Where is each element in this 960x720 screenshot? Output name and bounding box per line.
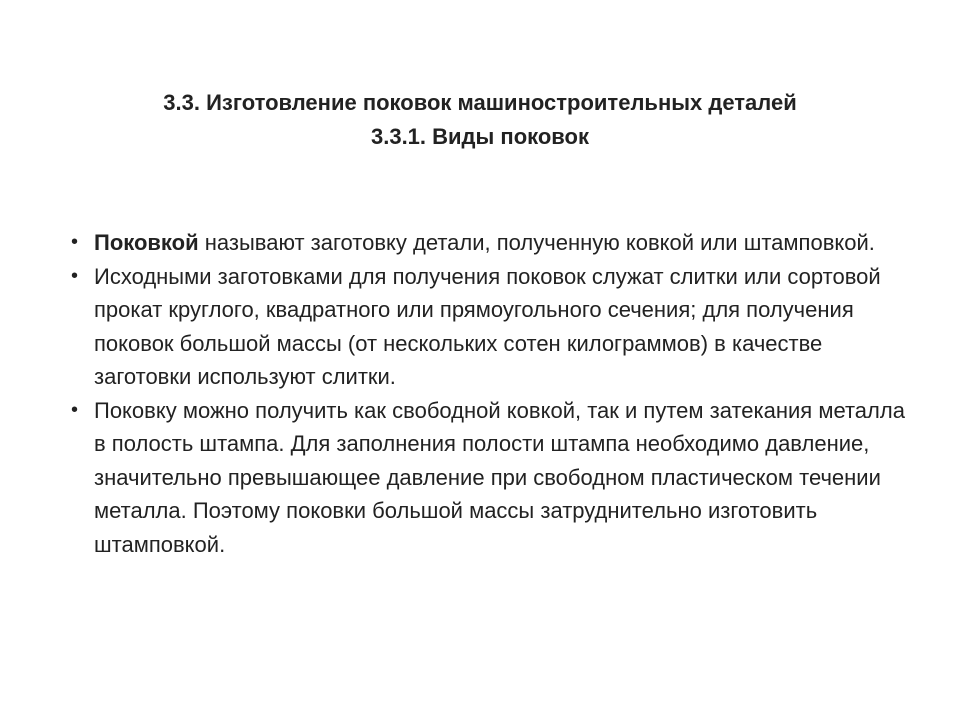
bullet-icon: • [71, 231, 79, 253]
bullet-list [62, 226, 912, 561]
slide-title [60, 86, 900, 154]
title-line-section: 3.3. Изготовление поковок машиностроительных деталей [163, 90, 797, 115]
bullet-item-source-blanks [62, 260, 912, 394]
bullet-term: Поковкой [94, 230, 199, 255]
bullet-item-definition [62, 226, 912, 260]
title-line-subsection: 3.3.1. Виды поковок [370, 124, 589, 149]
bullet-text: Исходными заготовками для получения поковок служат слитки или сортовой прокат круглого, квадратного или прямоугольного сечения; для получения поковок большой массы (от нескольких сотен килограммов) в качестве заготовки используют слитки. [94, 263, 881, 389]
bullet-icon: • [71, 264, 79, 287]
bullet-text: называют заготовку детали, полученную ковкой или штамповкой. [198, 230, 875, 255]
slide-body [62, 226, 912, 561]
bullet-item-methods [62, 394, 912, 562]
bullet-icon: • [71, 398, 79, 421]
bullet-text: Поковку можно получить как свободной ковкой, так и путем затекания металла в полость штампа. Для заполнения полости штампа необходимо давление, значительно превышающее давление при свободном пластическом течении металла. Поэтому поковки большой массы затруднительно изготовить штамповкой. [94, 397, 905, 557]
